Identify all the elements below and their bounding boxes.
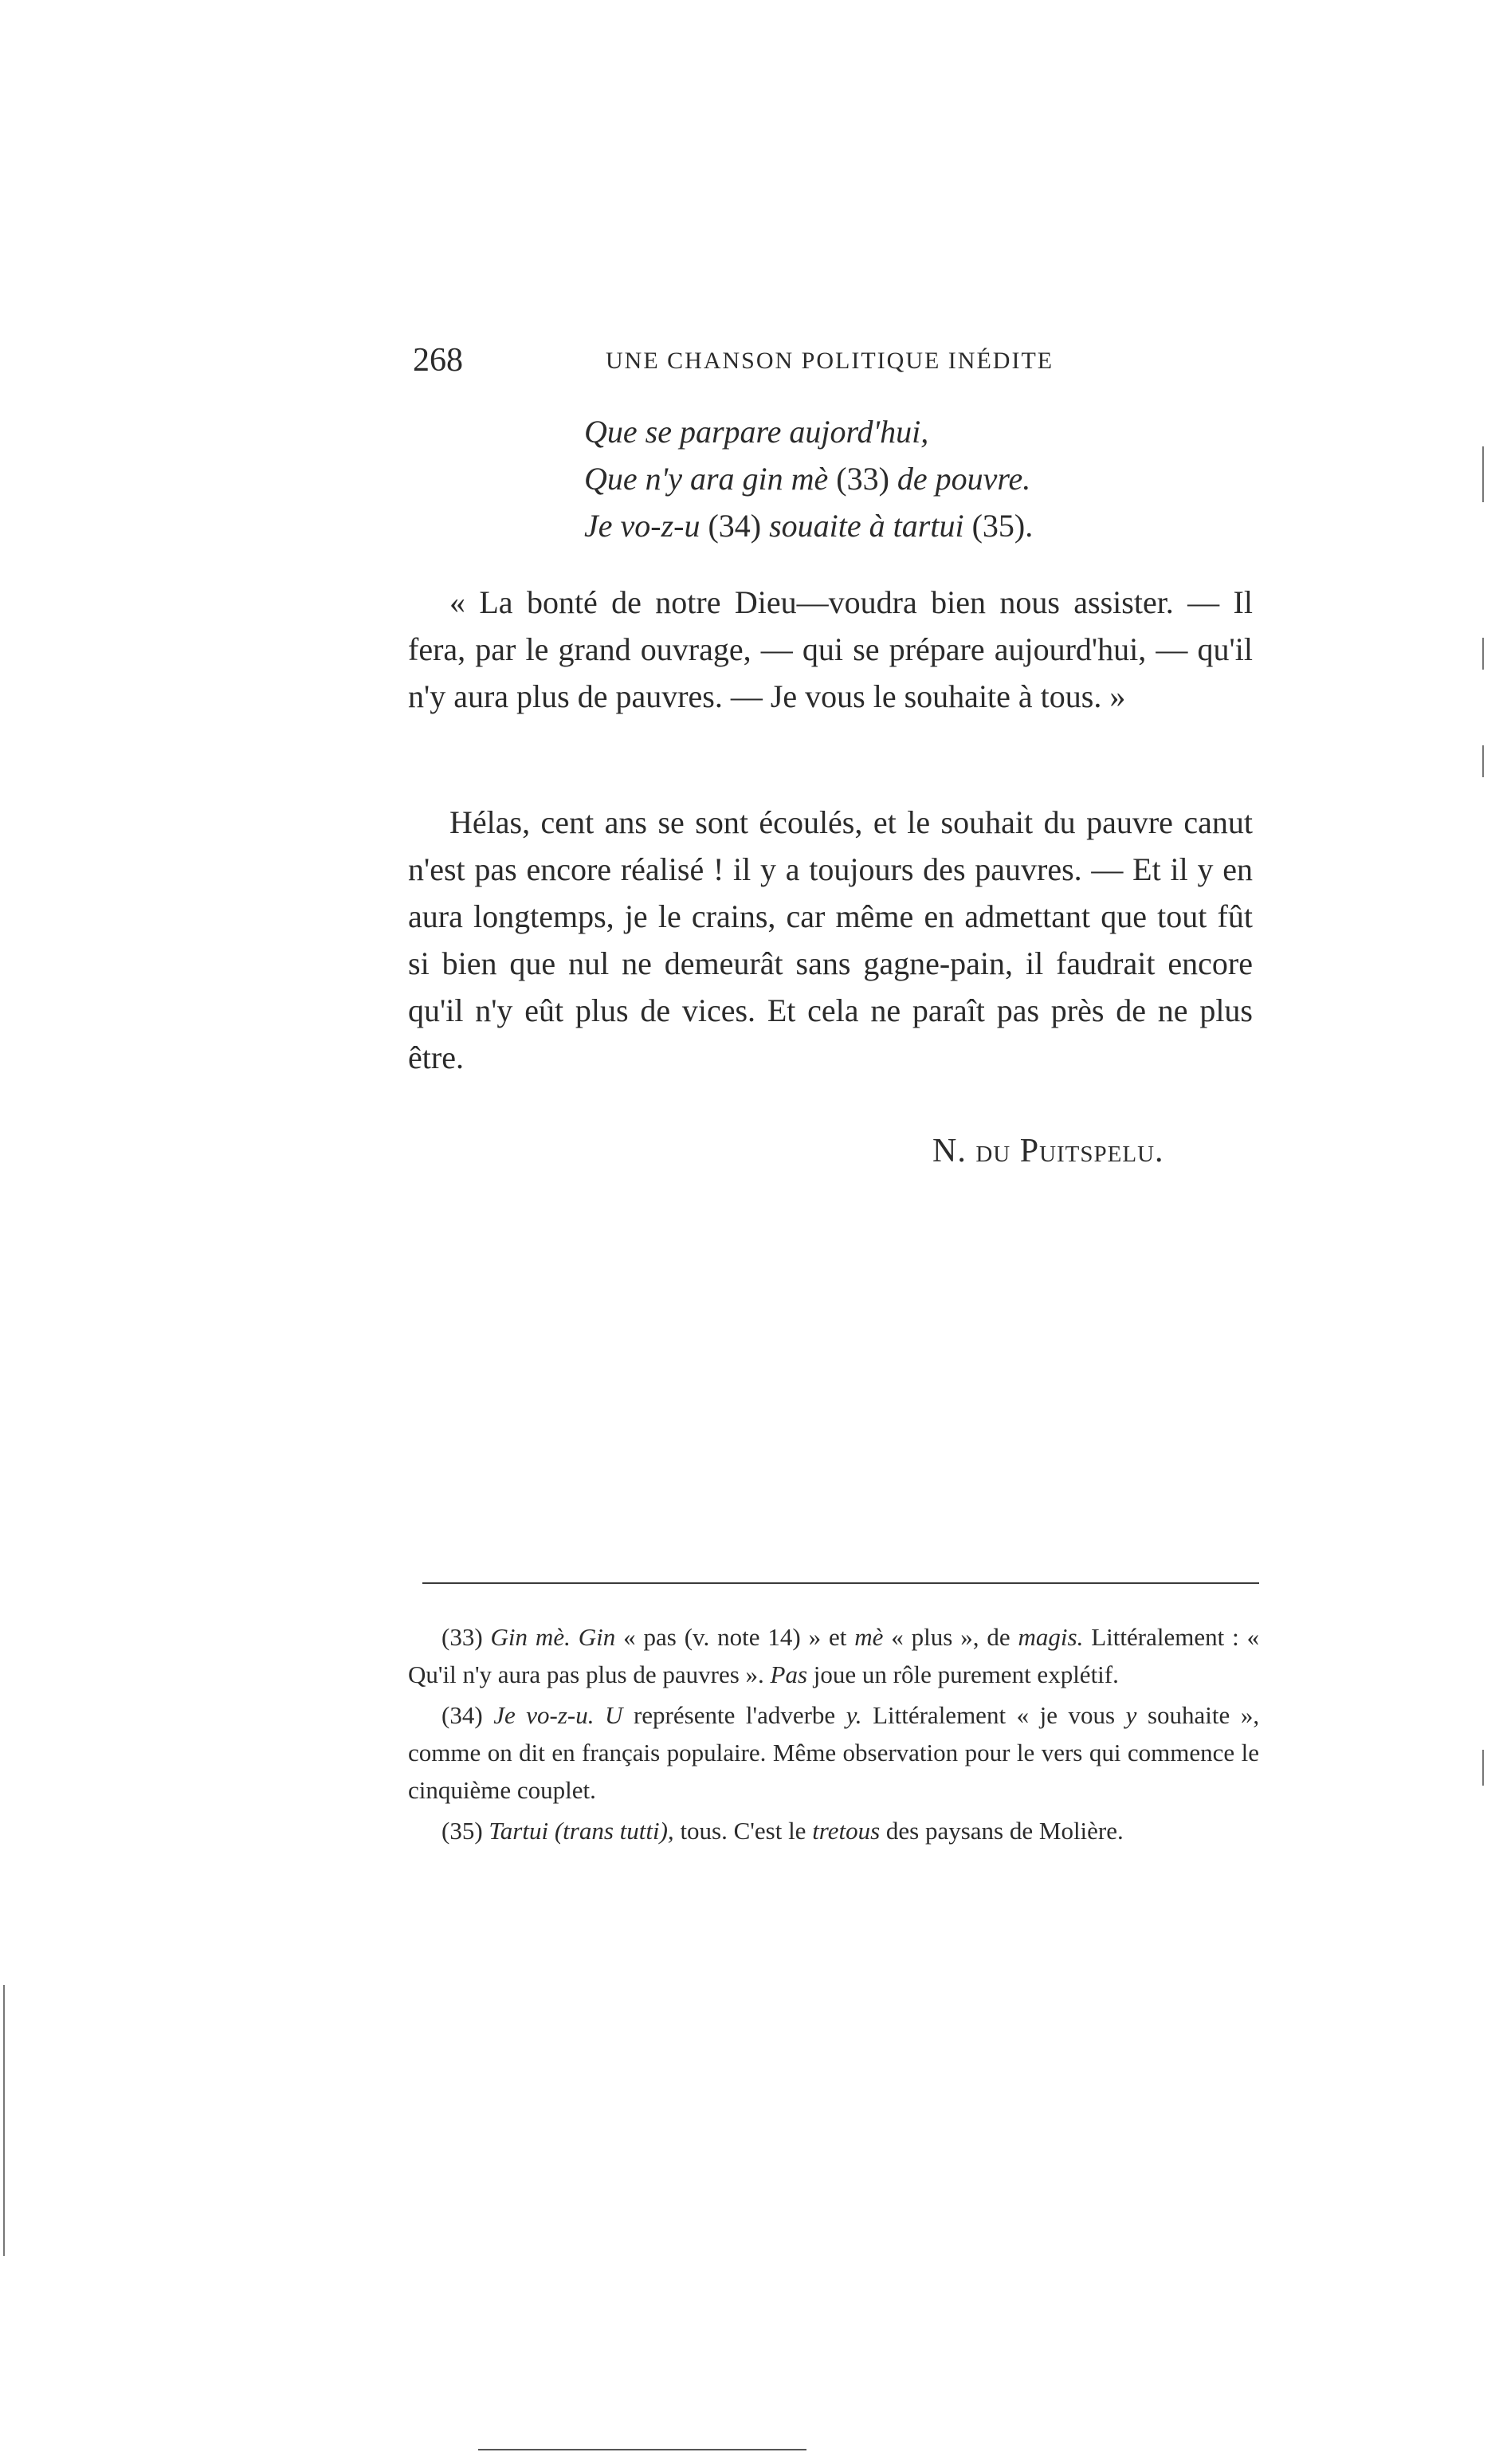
footnote-term: U [605,1701,623,1729]
footnote-text: Littéralement « je vous [873,1701,1116,1729]
footnote-term: y [1125,1701,1137,1729]
footnote-35 [408,1812,1259,1849]
footnote-term: Je vo-z-u. [493,1701,594,1729]
footnote-text: souhaite », comme on dit en français populaire. Même observation pour le vers qui commence le cinquième couplet. [408,1701,1260,1804]
translation-paragraph [408,579,1253,720]
conclusion-text: Hélas, cent ans se sont écoulés, et le souhait du pauvre canut n'est pas encore réalisé ! il y a toujours des pauvres. — Et il y en aura longtemps, je le crains, car même en admettant que tout fût si bien que nul ne demeurât sans gagne-pain, il faudrait encore qu'il n'y eût plus de vices. Et cela ne paraît pas près de ne plus être. [408,804,1253,1075]
footnote-number: (35) [441,1817,483,1845]
footnote-term: mè [854,1623,884,1651]
running-title: UNE CHANSON POLITIQUE INÉDITE [606,348,1054,374]
footnote-term: Tartui [489,1817,549,1845]
footnote-ref-33: (33) [836,461,889,497]
verse-text: Que n'y ara gin mè [584,461,829,497]
scan-edge-mark [1482,446,1484,502]
footnote-term: Gin mè. [490,1623,571,1651]
verse-text: de pouvre. [897,461,1031,497]
footnote-text: joue un rôle purement explétif. [813,1660,1119,1688]
footnote-number: (33) [441,1623,483,1651]
bottom-rule [478,2449,806,2450]
footnote-33 [408,1618,1259,1693]
footnote-34 [408,1696,1259,1809]
footnote-term: tretous [812,1817,881,1845]
translation-text: « La bonté de notre Dieu—voudra bien nous assister. — Il fera, par le grand ouvrage, — qui se prépare aujourd'hui, — qu'il n'y aura plus de pauvres. — Je vous le souhaite à tous. » [408,584,1253,714]
footnote-text: Littéralement : « Qu'il n'y aura pas plus de pauvres ». [408,1623,1260,1688]
scan-edge-mark [1482,638,1484,670]
verse-line-1 [584,413,928,450]
footnote-term: y. [846,1701,862,1729]
footnote-term: (trans tutti), [554,1817,674,1845]
footnote-text: des paysans de Molière. [885,1817,1124,1845]
scan-edge-mark [1482,1750,1484,1786]
footnote-term: magis. [1018,1623,1084,1651]
scan-edge-mark [3,1985,5,2256]
conclusion-paragraph [408,799,1253,1081]
verse-text: Que se parpare aujord'hui, [584,414,929,450]
author-signature: N. du Puitspelu. [932,1133,1164,1169]
verse-text: Je vo-z-u [584,508,700,544]
footnote-term: Pas [770,1660,808,1688]
footnote-ref-35: (35). [971,508,1034,544]
footnote-separator [422,1582,1259,1584]
footnotes [408,1618,1259,1853]
verse-text: souaite à tartui [769,508,964,544]
footnote-text: « pas (v. note 14) » et [623,1623,847,1651]
footnote-text: tous. C'est le [680,1817,806,1845]
verse-line-2 [584,460,1030,497]
footnote-text: représente l'adverbe [633,1701,836,1729]
scan-edge-mark [1482,745,1484,777]
footnote-text: « plus », de [891,1623,1010,1651]
verse-line-3 [584,507,1033,544]
footnote-ref-34: (34) [708,508,762,544]
footnote-term: Gin [578,1623,616,1651]
page-number: 268 [413,342,463,379]
footnote-number: (34) [441,1701,483,1729]
